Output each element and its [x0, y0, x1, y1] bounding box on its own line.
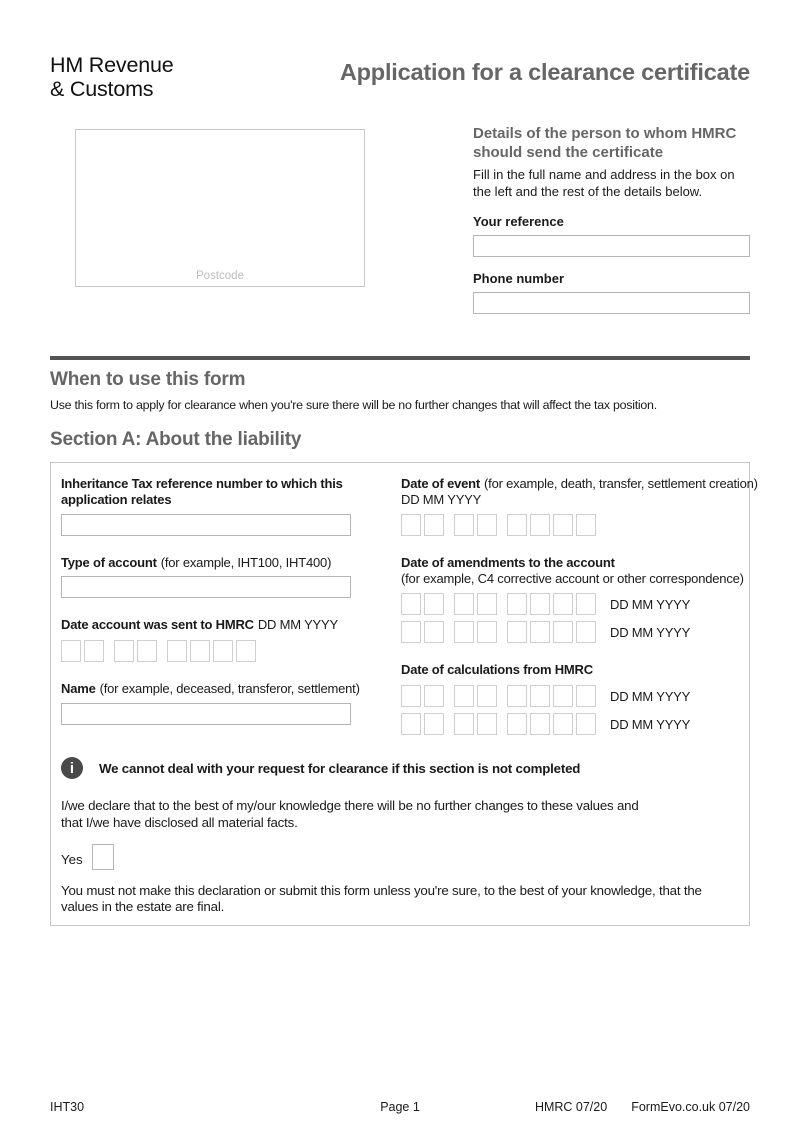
- date-sent-boxes: [61, 640, 351, 662]
- page-footer: [50, 1100, 750, 1130]
- page-title: Application for a clearance certificate: [339, 59, 750, 85]
- date-of-amendments-hint: (for example, C4 corrective account or other correspondence): [401, 570, 744, 586]
- date-of-calculations-label: Date of calculations from HMRC: [401, 662, 593, 678]
- when-to-use-body: Use this form to apply for clearance when you're sure there will be no further changes that will affect the tax position.: [50, 397, 657, 412]
- date-of-amendments-row-1: [401, 593, 739, 615]
- date-digit-box[interactable]: [576, 685, 596, 707]
- date-digit-box[interactable]: [530, 621, 550, 643]
- date-digit-box[interactable]: [137, 640, 157, 662]
- date-of-amendments-row-2: [401, 621, 739, 643]
- hmrc-logo: [50, 53, 173, 101]
- warning-row: [61, 757, 739, 779]
- section-a-right-column: [401, 475, 758, 735]
- name-label: Name (for example, deceased, transferor, settlement): [61, 681, 360, 697]
- date-digit-box[interactable]: [401, 713, 421, 735]
- footer-form-id: IHT30: [50, 1100, 85, 1114]
- yes-label: Yes: [61, 851, 83, 867]
- date-digit-box[interactable]: [553, 593, 573, 615]
- date-digit-box[interactable]: [553, 713, 573, 735]
- date-of-calculations-boxes-1: [401, 685, 596, 707]
- date-sent-format-hint: DD MM YYYY: [257, 617, 338, 633]
- date-digit-box[interactable]: [424, 713, 444, 735]
- date-digit-box[interactable]: [576, 713, 596, 735]
- recipient-heading: Details of the person to whom HMRC should send the certificate: [473, 125, 737, 162]
- date-digit-box[interactable]: [401, 593, 421, 615]
- date-digit-box[interactable]: [477, 593, 497, 615]
- date-digit-box[interactable]: [507, 593, 527, 615]
- date-digit-box[interactable]: [477, 514, 497, 536]
- recipient-instructions: Fill in the full name and address in the box on the left and the rest of the details below.: [473, 167, 735, 199]
- date-of-amendments-boxes-1: [401, 593, 596, 615]
- date-digit-box[interactable]: [553, 685, 573, 707]
- date-digit-box[interactable]: [530, 514, 550, 536]
- date-digit-box[interactable]: [553, 621, 573, 643]
- date-of-event-format-hint: DD MM YYYY: [401, 491, 482, 507]
- date-digit-box[interactable]: [424, 685, 444, 707]
- your-reference-label: Your reference: [473, 213, 564, 229]
- account-type-input[interactable]: [61, 576, 351, 598]
- account-type-label: Type of account (for example, IHT100, IHT400): [61, 554, 332, 570]
- yes-row: [61, 844, 739, 870]
- date-digit-box[interactable]: [236, 640, 256, 662]
- date-format-hint: DD MM YYYY: [610, 596, 691, 612]
- date-digit-box[interactable]: [454, 514, 474, 536]
- date-format-hint: DD MM YYYY: [610, 716, 691, 732]
- date-digit-box[interactable]: [477, 621, 497, 643]
- date-digit-box[interactable]: [530, 713, 550, 735]
- date-digit-box[interactable]: [477, 685, 497, 707]
- date-digit-box[interactable]: [454, 593, 474, 615]
- iht-reference-label: Inheritance Tax reference number to which this application relates: [61, 475, 343, 507]
- date-digit-box[interactable]: [507, 713, 527, 735]
- date-digit-box[interactable]: [61, 640, 81, 662]
- date-digit-box[interactable]: [401, 685, 421, 707]
- date-digit-box[interactable]: [401, 514, 421, 536]
- date-digit-box[interactable]: [213, 640, 233, 662]
- your-reference-input[interactable]: [473, 235, 750, 257]
- footer-hmrc-ref: HMRC 07/20: [534, 1100, 608, 1114]
- date-digit-box[interactable]: [507, 514, 527, 536]
- date-digit-box[interactable]: [454, 685, 474, 707]
- section-divider-rule: [50, 356, 750, 360]
- footer-page-number: Page 1: [380, 1100, 420, 1114]
- date-digit-box[interactable]: [84, 640, 104, 662]
- date-digit-box[interactable]: [424, 593, 444, 615]
- name-input[interactable]: [61, 703, 351, 725]
- date-digit-box[interactable]: [401, 621, 421, 643]
- declaration-note: You must not make this declaration or submit this form unless you're sure, to the best of your knowledge, that the values in the estate are final.: [61, 882, 702, 914]
- date-digit-box[interactable]: [530, 685, 550, 707]
- section-a-left-column: [61, 475, 360, 735]
- section-a-box: [50, 462, 758, 926]
- date-digit-box[interactable]: [167, 640, 187, 662]
- date-digit-box[interactable]: [454, 621, 474, 643]
- footer-formevo-ref: FormEvo.co.uk 07/20: [631, 1100, 750, 1114]
- declaration-text: I/we declare that to the best of my/our knowledge there will be no further changes to these values and that I/we have disclosed all material facts.: [61, 798, 639, 830]
- postcode-hint: Postcode: [196, 270, 244, 282]
- date-digit-box[interactable]: [553, 514, 573, 536]
- date-digit-box[interactable]: [507, 685, 527, 707]
- date-digit-box[interactable]: [576, 593, 596, 615]
- recipient-section: [50, 125, 750, 314]
- date-sent-label: Date account was sent to HMRC DD MM YYYY: [61, 617, 338, 633]
- date-digit-box[interactable]: [190, 640, 210, 662]
- date-format-hint: DD MM YYYY: [610, 688, 691, 704]
- date-of-amendments-boxes-2: [401, 621, 596, 643]
- recipient-details: [473, 125, 750, 314]
- iht-reference-input[interactable]: [61, 514, 351, 536]
- page-header: [50, 53, 750, 101]
- date-of-calculations-row-1: [401, 685, 739, 707]
- date-digit-box[interactable]: [576, 621, 596, 643]
- date-of-calculations-boxes-2: [401, 713, 596, 735]
- date-of-event-boxes: [401, 514, 739, 536]
- date-digit-box[interactable]: [530, 593, 550, 615]
- date-digit-box[interactable]: [454, 713, 474, 735]
- name-address-input-box[interactable]: [75, 129, 365, 287]
- date-digit-box[interactable]: [477, 713, 497, 735]
- date-digit-box[interactable]: [424, 621, 444, 643]
- yes-checkbox[interactable]: [92, 844, 114, 870]
- date-digit-box[interactable]: [424, 514, 444, 536]
- date-of-event-label: Date of event (for example, death, transfer, settlement creation): [401, 475, 758, 491]
- date-digit-box[interactable]: [576, 514, 596, 536]
- section-a-columns: [61, 475, 758, 735]
- date-digit-box[interactable]: [114, 640, 134, 662]
- phone-number-label: Phone number: [473, 270, 565, 286]
- date-format-hint: DD MM YYYY: [610, 624, 691, 640]
- phone-number-input[interactable]: [473, 292, 750, 314]
- date-of-calculations-row-2: [401, 713, 739, 735]
- warning-text: We cannot deal with your request for clearance if this section is not completed: [99, 760, 581, 776]
- date-digit-box[interactable]: [507, 621, 527, 643]
- info-icon: i: [61, 757, 83, 779]
- hmrc-logo-line1: HM Revenue: [50, 53, 174, 77]
- footer-right: [420, 1100, 750, 1114]
- date-of-amendments-label: Date of amendments to the account: [401, 554, 615, 570]
- hmrc-logo-line2: & Customs: [50, 77, 154, 101]
- when-to-use-heading: When to use this form: [50, 368, 246, 390]
- section-a-heading: Section A: About the liability: [50, 428, 302, 450]
